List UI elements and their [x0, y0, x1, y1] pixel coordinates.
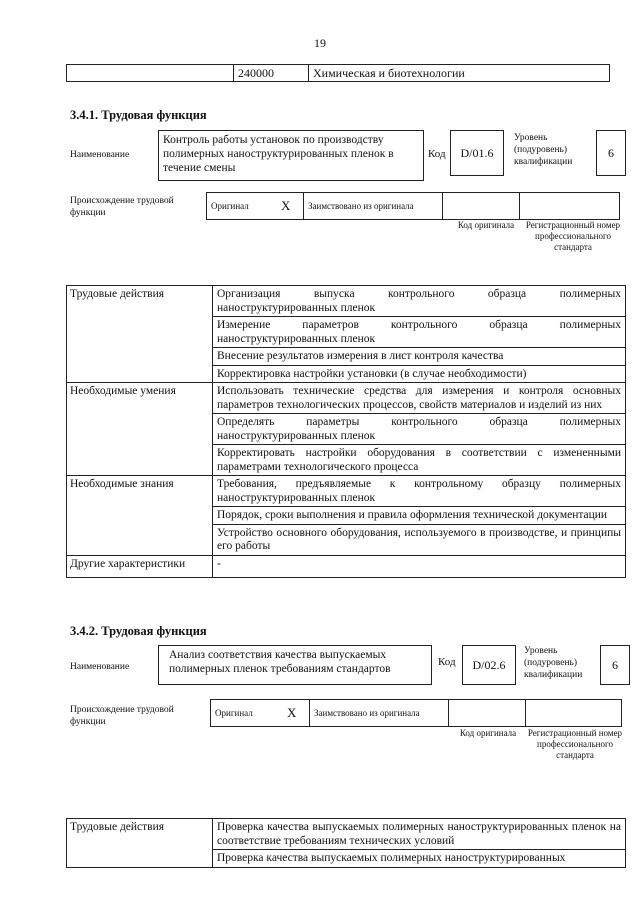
action-item: Внесение результатов измерения в лист контроля качества [213, 348, 626, 366]
actions-label: Трудовые действия [67, 819, 213, 868]
page-number: 19 [314, 36, 326, 50]
table-row [67, 286, 626, 317]
reg-number-cell [526, 700, 622, 727]
table-row [67, 476, 626, 507]
labor-functions-table [66, 285, 626, 578]
level-box: 6 [600, 645, 630, 685]
original-label: Оригинал [211, 700, 284, 727]
level-label: Уровень (подуровень) квалификации [514, 133, 573, 167]
origin-row [211, 700, 622, 727]
knowledge-item: Порядок, сроки выполнения и правила оформления технической документации [213, 507, 626, 525]
level-box: 6 [596, 130, 626, 176]
table-row [67, 819, 626, 850]
code-label: Код [438, 656, 456, 668]
level-label: Уровень (подуровень) квалификации [524, 646, 583, 680]
other-value: - [213, 555, 626, 577]
section-title-3-4-1: 3.4.1. Трудовая функция [70, 108, 207, 122]
knowledge-item: Требования, предъявляемые к контрольному образцу полимерных наноструктурированных пленок [213, 476, 626, 507]
code-original-label: Код оригинала [459, 728, 517, 738]
skill-item: Использовать технические средства для измерения и контроля основных параметров технологических процессов, свойств материалов и изделий из них [213, 383, 626, 414]
code-original-label: Код оригинала [457, 220, 515, 230]
skills-label: Необходимые умения [67, 383, 213, 476]
original-mark: X [277, 193, 304, 220]
other-label: Другие характеристики [67, 555, 213, 577]
table-row [67, 383, 626, 414]
reg-number-cell [520, 193, 620, 220]
origin-label: Происхождение трудовой функции [70, 705, 174, 727]
code-label: Код [428, 148, 446, 160]
action-line: Измерение параметров контрольного образца полимерных [217, 319, 621, 331]
reg-number-label: Регистрационный номер профессионального стандарта [527, 728, 623, 760]
origin-row [207, 193, 620, 220]
original-mark: X [283, 700, 310, 727]
original-label: Оригинал [207, 193, 278, 220]
function-name-box: Контроль работы установок по производству полимерных наноструктурированных пленок в течение смены [158, 130, 424, 181]
reg-number-label: Регистрационный номер профессионального стандарта [525, 220, 621, 252]
okz-name: Химическая и биотехнологии [309, 65, 610, 82]
section-title-3-4-2: 3.4.2. Трудовая функция [70, 624, 207, 638]
action-item: Организация выпуска контрольного образца полимерных наноструктурированных пленок [213, 286, 626, 317]
code-original-cell [443, 193, 520, 220]
knowledge-label: Необходимые знания [67, 476, 213, 556]
origin-table [210, 699, 622, 727]
labor-actions-table-2 [66, 818, 626, 868]
actions-label: Трудовые действия [67, 286, 213, 383]
code-original-cell [449, 700, 526, 727]
skill-line: Определять параметры контрольного образца полимерных [217, 416, 621, 428]
function-name-box: Анализ соответствия качества выпускаемых полимерных пленок требованиям стандартов [158, 645, 432, 685]
skill-item: Корректировать настройки оборудования в соответствии с измененными параметрами технологического процесса [213, 445, 626, 476]
borrowed-label: Заимствовано из оригинала [310, 700, 449, 727]
okz-row [67, 65, 610, 82]
function-code-box: D/02.6 [462, 645, 516, 685]
action-item: Корректировка настройки установки (в случае необходимости) [213, 365, 626, 383]
action-item: Проверка качества выпускаемых полимерных наноструктурированных пленок на соответствие требованиям технических условий [213, 819, 626, 850]
skill-item: Определять параметры контрольного образца полимерных наноструктурированных пленок [213, 414, 626, 445]
action-line: Организация выпуска контрольного образца полимерных [217, 288, 621, 300]
origin-label: Происхождение трудовой функции [70, 196, 174, 218]
action-item: Проверка качества выпускаемых полимерных наноструктурированных [213, 850, 626, 868]
table-row [67, 555, 626, 577]
name-label: Наименование [70, 150, 130, 160]
name-label: Наименование [70, 662, 130, 672]
function-code-box: D/01.6 [450, 130, 504, 176]
okz-code: 240000 [234, 65, 309, 82]
okz-table [66, 64, 610, 82]
knowledge-item: Устройство основного оборудования, используемого в производстве, и принципы его работы [213, 524, 626, 555]
borrowed-label: Заимствовано из оригинала [304, 193, 443, 220]
origin-table [206, 192, 620, 220]
okz-empty-cell [67, 65, 234, 82]
action-item: Измерение параметров контрольного образца полимерных наноструктурированных пленок [213, 317, 626, 348]
